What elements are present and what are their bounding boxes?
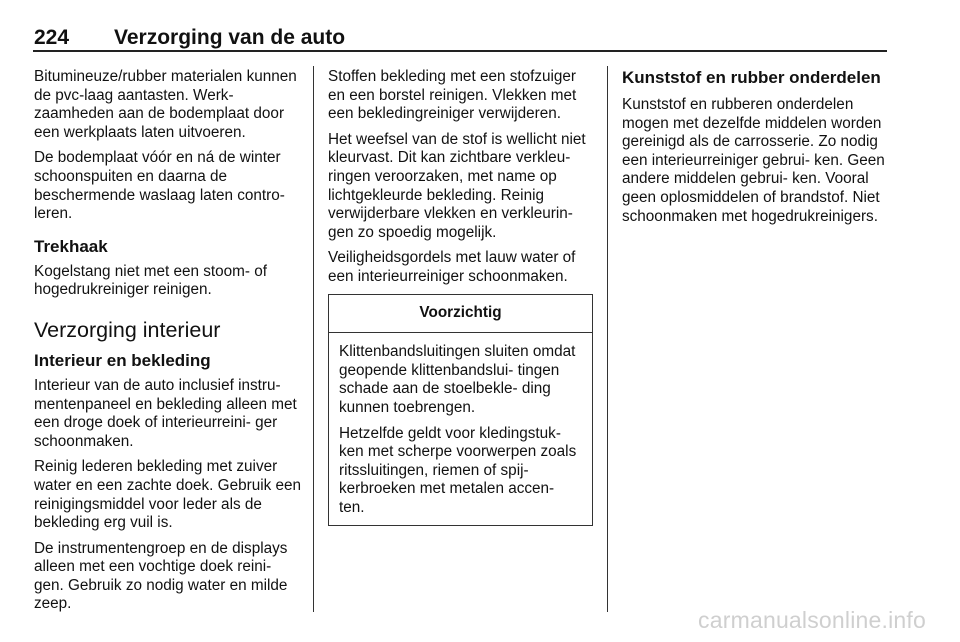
section-heading: Verzorging interieur xyxy=(34,317,221,342)
body-paragraph: De instrumentengroep en de displays alleen met een vochtige doek reini- gen. Gebruik zo nodig water en milde zeep. xyxy=(34,539,288,613)
caution-paragraph: Hetzelfde geldt voor kledingstuk- ken met scherpe voorwerpen zoals ritssluitingen, riemen of spij- kerbroeken met metalen accen- ten. xyxy=(339,424,577,516)
chapter-title: Verzorging van de auto xyxy=(114,26,346,49)
caution-paragraph: Klittenbandsluitingen sluiten omdat geopende klittenbandslui- tingen schade aan de stoelbekle- ding kunnen toebrengen. xyxy=(339,343,576,416)
body-paragraph: Stoffen bekleding met een stofzuiger en een borstel reinigen. Vlekken met een bekledingreiniger verwijderen. xyxy=(328,68,577,123)
column-2 xyxy=(328,68,593,526)
page-number: 224 xyxy=(34,26,70,49)
column-3 xyxy=(622,68,890,233)
caution-title: Voorzichtig xyxy=(329,295,592,334)
body-paragraph: Kogelstang niet met een stoom- of hogedrukreiniger reinigen. xyxy=(34,262,267,299)
kunststof-heading: Kunststof en rubber onderdelen xyxy=(622,68,881,87)
column-1 xyxy=(34,68,302,621)
body-paragraph: Interieur van de auto inclusief instru- mentenpaneel en bekleding alleen met een droge doek of interieurreini- ger schoonmaken. xyxy=(34,376,297,450)
body-paragraph: Het weefsel van de stof is wellicht niet kleurvast. Dit kan zichtbare verkleu- ringen veroorzaken, met name op lichtgekleurde bekleding. Reinig verwijderbare vlekken en verkleurin- gen zo spoedig mogelijk. xyxy=(328,130,586,241)
body-paragraph: De bodemplaat vóór en ná de winter schoonspuiten en daarna de beschermende waslaag laten contro- leren. xyxy=(34,149,285,223)
body-paragraph: Bitumineuze/rubber materialen kunnen de pvc-laag aantasten. Werk- zaamheden aan de bodemplaat door een werkplaats laten uitvoeren. xyxy=(34,68,297,141)
column-divider-1 xyxy=(313,66,314,612)
body-paragraph: Reinig lederen bekleding met zuiver water en een zachte doek. Gebruik een reinigingsmiddel voor leder als de bekleding erg vuil is. xyxy=(34,458,302,532)
header-rule xyxy=(33,50,887,52)
watermark: carmanualsonline.info xyxy=(698,607,926,633)
caution-box xyxy=(328,294,593,527)
caution-body xyxy=(329,333,592,525)
interieur-heading: Interieur en bekleding xyxy=(34,350,211,370)
trekhaak-heading: Trekhaak xyxy=(34,236,108,256)
body-paragraph: Kunststof en rubberen onderdelen mogen met dezelfde middelen worden gereinigd als de carrosserie. Zo nodig een interieurreiniger gebrui- ken. Geen andere middelen gebrui- ken. Vooral geen oplosmiddelen of brandstof. Niet schoonmaken met hogedrukreinigers. xyxy=(622,96,885,225)
body-paragraph: Veiligheidsgordels met lauw water of een interieurreiniger schoonmaken. xyxy=(328,249,576,285)
column-divider-2 xyxy=(607,66,608,612)
